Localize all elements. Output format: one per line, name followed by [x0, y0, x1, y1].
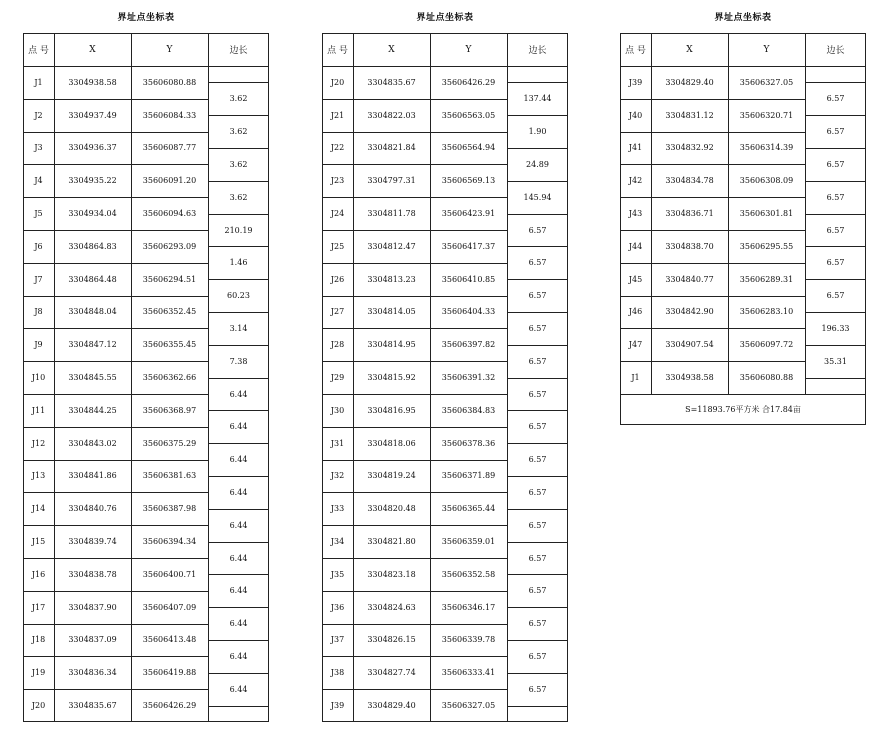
x-coordinate-cell: 3304845.55 [68, 373, 117, 383]
edge-divider [507, 476, 568, 477]
x-coordinate-cell: 3304819.24 [367, 471, 416, 481]
edge-length-cell: 6.57 [528, 488, 547, 498]
edge-divider [507, 378, 568, 379]
point-id-cell: J44 [628, 241, 643, 251]
edge-length-cell: 3.62 [229, 127, 248, 137]
point-id-cell: J24 [330, 209, 345, 219]
x-coordinate-cell: 3304848.04 [68, 307, 117, 317]
y-coordinate-cell: 35606381.63 [142, 471, 197, 481]
x-coordinate-cell: 3304829.40 [665, 77, 714, 87]
edge-length-cell: 60.23 [227, 291, 250, 301]
y-coordinate-cell: 35606371.89 [441, 471, 496, 481]
edge-divider [507, 673, 568, 674]
point-id-cell: J38 [330, 668, 345, 678]
y-coordinate-cell: 35606352.45 [142, 307, 197, 317]
edge-length-cell: 6.44 [229, 586, 248, 596]
y-coordinate-cell: 35606295.55 [739, 241, 794, 251]
x-coordinate-cell: 3304842.90 [665, 307, 714, 317]
x-coordinate-cell: 3304818.06 [367, 438, 416, 448]
edge-length-cell: 1.46 [229, 258, 248, 268]
edge-length-cell: 6.44 [229, 422, 248, 432]
y-coordinate-cell: 35606308.09 [739, 176, 794, 186]
x-coordinate-cell: 3304822.03 [367, 110, 416, 120]
edge-divider [507, 574, 568, 575]
y-coordinate-cell: 35606419.88 [142, 668, 197, 678]
point-id-cell: J36 [330, 602, 345, 612]
point-id-cell: J31 [330, 438, 345, 448]
x-coordinate-cell: 3304935.22 [68, 176, 117, 186]
x-coordinate-cell: 3304843.02 [68, 438, 117, 448]
edge-length-cell: 6.57 [528, 226, 547, 236]
point-id-cell: J4 [34, 176, 43, 186]
point-id-cell: J16 [31, 569, 46, 579]
point-id-cell: J3 [34, 143, 43, 153]
table-title: 界址点坐标表 [416, 13, 474, 23]
edge-divider [507, 509, 568, 510]
y-coordinate-cell: 35606378.36 [441, 438, 496, 448]
y-coordinate-cell: 35606400.71 [142, 569, 197, 579]
header-y: Y [166, 44, 173, 55]
edge-divider [805, 345, 866, 346]
edge-divider [208, 82, 269, 83]
y-coordinate-cell: 35606084.33 [142, 110, 197, 120]
header-point-no: 点 号 [327, 46, 348, 56]
edge-length-cell: 6.44 [229, 652, 248, 662]
edge-length-cell: 6.57 [528, 619, 547, 629]
y-coordinate-cell: 35606314.39 [739, 143, 794, 153]
edge-length-cell: 6.44 [229, 685, 248, 695]
edge-divider [208, 279, 269, 280]
point-id-cell: J19 [31, 668, 46, 678]
y-coordinate-cell: 35606365.44 [441, 504, 496, 514]
x-coordinate-cell: 3304864.83 [68, 241, 117, 251]
y-coordinate-cell: 35606397.82 [441, 340, 496, 350]
edge-divider [208, 410, 269, 411]
point-id-cell: J1 [631, 373, 640, 383]
edge-divider [507, 542, 568, 543]
x-coordinate-cell: 3304821.84 [367, 143, 416, 153]
x-coordinate-cell: 3304836.71 [665, 209, 714, 219]
edge-divider [507, 410, 568, 411]
edge-length-cell: 6.57 [528, 521, 547, 531]
y-coordinate-cell: 35606413.48 [142, 635, 197, 645]
y-coordinate-cell: 35606426.29 [142, 701, 197, 711]
y-coordinate-cell: 35606352.58 [441, 569, 496, 579]
y-coordinate-cell: 35606407.09 [142, 602, 197, 612]
header-y: Y [763, 44, 770, 55]
y-coordinate-cell: 35606423.91 [441, 209, 496, 219]
y-coordinate-cell: 35606564.94 [441, 143, 496, 153]
edge-divider [208, 706, 269, 707]
edge-divider [208, 574, 269, 575]
point-id-cell: J6 [34, 241, 43, 251]
edge-divider [805, 378, 866, 379]
header-point-no: 点 号 [625, 46, 646, 56]
y-coordinate-cell: 35606091.20 [142, 176, 197, 186]
edge-divider [805, 214, 866, 215]
y-coordinate-cell: 35606094.63 [142, 209, 197, 219]
point-id-cell: J28 [330, 340, 345, 350]
edge-length-cell: 210.19 [224, 226, 253, 236]
edge-divider [507, 115, 568, 116]
point-id-cell: J32 [330, 471, 345, 481]
edge-length-cell: 6.44 [229, 521, 248, 531]
edge-length-cell: 6.57 [528, 652, 547, 662]
x-coordinate-cell: 3304864.48 [68, 274, 117, 284]
edge-divider [208, 443, 269, 444]
edge-divider [507, 82, 568, 83]
edge-length-cell: 6.44 [229, 619, 248, 629]
point-id-cell: J12 [31, 438, 46, 448]
edge-divider [208, 246, 269, 247]
edge-length-cell: 6.57 [826, 291, 845, 301]
point-id-cell: J40 [628, 110, 643, 120]
header-x: X [89, 44, 96, 55]
edge-divider [507, 607, 568, 608]
y-coordinate-cell: 35606410.85 [441, 274, 496, 284]
x-coordinate-cell: 3304937.49 [68, 110, 117, 120]
y-coordinate-cell: 35606283.10 [739, 307, 794, 317]
edge-divider [805, 279, 866, 280]
point-id-cell: J46 [628, 307, 643, 317]
edge-divider [507, 148, 568, 149]
x-coordinate-cell: 3304816.95 [367, 405, 416, 415]
point-id-cell: J33 [330, 504, 345, 514]
point-id-cell: J43 [628, 209, 643, 219]
edge-divider [208, 115, 269, 116]
y-coordinate-cell: 35606301.81 [739, 209, 794, 219]
x-coordinate-cell: 3304829.40 [367, 701, 416, 711]
x-coordinate-cell: 3304826.15 [367, 635, 416, 645]
y-coordinate-cell: 35606362.66 [142, 373, 197, 383]
x-coordinate-cell: 3304797.31 [367, 176, 416, 186]
edge-length-cell: 6.57 [528, 258, 547, 268]
edge-divider [208, 345, 269, 346]
y-coordinate-cell: 35606355.45 [142, 340, 197, 350]
point-id-cell: J13 [31, 471, 46, 481]
x-coordinate-cell: 3304834.78 [665, 176, 714, 186]
x-coordinate-cell: 3304814.05 [367, 307, 416, 317]
y-coordinate-cell: 35606327.05 [739, 77, 794, 87]
edge-length-cell: 6.44 [229, 554, 248, 564]
edge-divider [208, 476, 269, 477]
edge-divider [208, 509, 269, 510]
edge-length-cell: 6.57 [528, 422, 547, 432]
x-coordinate-cell: 3304831.12 [665, 110, 714, 120]
point-id-cell: J20 [330, 77, 345, 87]
edge-divider [208, 640, 269, 641]
table-title: 界址点坐标表 [117, 13, 175, 23]
y-coordinate-cell: 35606417.37 [441, 241, 496, 251]
edge-length-cell: 3.14 [229, 324, 248, 334]
edge-divider [507, 640, 568, 641]
point-id-cell: J39 [628, 77, 643, 87]
coordinate-table [23, 13, 269, 722]
point-id-cell: J41 [628, 143, 643, 153]
x-coordinate-cell: 3304814.95 [367, 340, 416, 350]
x-coordinate-cell: 3304827.74 [367, 668, 416, 678]
point-id-cell: J17 [31, 602, 46, 612]
header-point-no: 点 号 [28, 46, 49, 56]
point-id-cell: J18 [31, 635, 46, 645]
y-coordinate-cell: 35606359.01 [441, 537, 496, 547]
point-id-cell: J30 [330, 405, 345, 415]
edge-divider [208, 312, 269, 313]
edge-length-cell: 6.57 [528, 685, 547, 695]
point-id-cell: J29 [330, 373, 345, 383]
edge-divider [805, 148, 866, 149]
edge-length-cell: 6.57 [826, 193, 845, 203]
edge-length-cell: 6.57 [826, 258, 845, 268]
y-coordinate-cell: 35606563.05 [441, 110, 496, 120]
point-id-cell: J37 [330, 635, 345, 645]
edge-divider [507, 279, 568, 280]
x-coordinate-cell: 3304907.54 [665, 340, 714, 350]
edge-length-cell: 6.57 [528, 554, 547, 564]
x-coordinate-cell: 3304838.78 [68, 569, 117, 579]
y-coordinate-cell: 35606384.83 [441, 405, 496, 415]
edge-length-cell: 6.57 [826, 160, 845, 170]
edge-divider [507, 214, 568, 215]
point-id-cell: J9 [34, 340, 43, 350]
y-coordinate-cell: 35606080.88 [739, 373, 794, 383]
edge-length-cell: 6.57 [826, 127, 845, 137]
edge-divider [507, 246, 568, 247]
x-coordinate-cell: 3304821.80 [367, 537, 416, 547]
point-id-cell: J27 [330, 307, 345, 317]
x-coordinate-cell: 3304837.90 [68, 602, 117, 612]
point-id-cell: J21 [330, 110, 345, 120]
edge-divider [208, 214, 269, 215]
edge-divider [208, 673, 269, 674]
edge-divider [805, 246, 866, 247]
area-summary: S=11893.76平方米 合17.84亩 [685, 405, 801, 414]
x-coordinate-cell: 3304839.74 [68, 537, 117, 547]
y-coordinate-cell: 35606426.29 [441, 77, 496, 87]
y-coordinate-cell: 35606294.51 [142, 274, 197, 284]
edge-divider [507, 181, 568, 182]
x-coordinate-cell: 3304823.18 [367, 569, 416, 579]
edge-length-cell: 6.44 [229, 390, 248, 400]
edge-divider [208, 181, 269, 182]
point-id-cell: J23 [330, 176, 345, 186]
x-coordinate-cell: 3304936.37 [68, 143, 117, 153]
x-coordinate-cell: 3304938.58 [68, 77, 117, 87]
y-coordinate-cell: 35606375.29 [142, 438, 197, 448]
edge-length-cell: 3.62 [229, 160, 248, 170]
point-id-cell: J26 [330, 274, 345, 284]
point-id-cell: J22 [330, 143, 345, 153]
point-id-cell: J11 [31, 405, 46, 415]
y-coordinate-cell: 35606339.78 [441, 635, 496, 645]
edge-divider [507, 443, 568, 444]
y-coordinate-cell: 35606333.41 [441, 668, 496, 678]
coordinate-table [620, 13, 866, 425]
x-coordinate-cell: 3304812.47 [367, 241, 416, 251]
point-id-cell: J39 [330, 701, 345, 711]
edge-length-cell: 6.57 [528, 291, 547, 301]
edge-divider [805, 82, 866, 83]
point-id-cell: J20 [31, 701, 46, 711]
x-coordinate-cell: 3304813.23 [367, 274, 416, 284]
x-coordinate-cell: 3304840.77 [665, 274, 714, 284]
x-coordinate-cell: 3304938.58 [665, 373, 714, 383]
edge-length-cell: 6.57 [528, 324, 547, 334]
table-title: 界址点坐标表 [714, 13, 772, 23]
edge-divider [507, 706, 568, 707]
edge-length-cell: 6.57 [528, 586, 547, 596]
point-id-cell: J25 [330, 241, 345, 251]
edge-length-cell: 7.38 [229, 357, 248, 367]
point-id-cell: J42 [628, 176, 643, 186]
y-coordinate-cell: 35606346.17 [441, 602, 496, 612]
y-coordinate-cell: 35606097.72 [739, 340, 794, 350]
point-id-cell: J7 [34, 274, 43, 284]
x-coordinate-cell: 3304815.92 [367, 373, 416, 383]
y-coordinate-cell: 35606080.88 [142, 77, 197, 87]
y-coordinate-cell: 35606289.31 [739, 274, 794, 284]
edge-divider [208, 542, 269, 543]
x-coordinate-cell: 3304832.92 [665, 143, 714, 153]
y-coordinate-cell: 35606327.05 [441, 701, 496, 711]
edge-length-cell: 3.62 [229, 94, 248, 104]
x-coordinate-cell: 3304835.67 [367, 77, 416, 87]
x-coordinate-cell: 3304824.63 [367, 602, 416, 612]
y-coordinate-cell: 35606320.71 [739, 110, 794, 120]
point-id-cell: J8 [34, 307, 43, 317]
point-id-cell: J34 [330, 537, 345, 547]
edge-divider [805, 115, 866, 116]
header-edge-length: 边长 [229, 46, 248, 56]
x-coordinate-cell: 3304934.04 [68, 209, 117, 219]
x-coordinate-cell: 3304844.25 [68, 405, 117, 415]
edge-length-cell: 6.44 [229, 455, 248, 465]
edge-divider [208, 378, 269, 379]
y-coordinate-cell: 35606293.09 [142, 241, 197, 251]
x-coordinate-cell: 3304838.70 [665, 241, 714, 251]
point-id-cell: J35 [330, 569, 345, 579]
edge-divider [507, 312, 568, 313]
y-coordinate-cell: 35606087.77 [142, 143, 197, 153]
y-coordinate-cell: 35606569.13 [441, 176, 496, 186]
edge-divider [208, 148, 269, 149]
point-id-cell: J47 [628, 340, 643, 350]
point-id-cell: J14 [31, 504, 46, 514]
point-id-cell: J45 [628, 274, 643, 284]
x-coordinate-cell: 3304840.76 [68, 504, 117, 514]
edge-length-cell: 6.57 [528, 455, 547, 465]
edge-length-cell: 35.31 [824, 357, 847, 367]
edge-length-cell: 24.89 [526, 160, 549, 170]
x-coordinate-cell: 3304847.12 [68, 340, 117, 350]
point-id-cell: J1 [34, 77, 43, 87]
point-id-cell: J15 [31, 537, 46, 547]
edge-length-cell: 145.94 [523, 193, 552, 203]
x-coordinate-cell: 3304836.34 [68, 668, 117, 678]
header-edge-length: 边长 [826, 46, 845, 56]
x-coordinate-cell: 3304820.48 [367, 504, 416, 514]
edge-divider [208, 607, 269, 608]
header-x: X [388, 44, 395, 55]
x-coordinate-cell: 3304811.78 [367, 209, 416, 219]
y-coordinate-cell: 35606387.98 [142, 504, 197, 514]
edge-length-cell: 6.57 [528, 390, 547, 400]
edge-length-cell: 1.90 [528, 127, 547, 137]
header-edge-length: 边长 [528, 46, 547, 56]
point-id-cell: J10 [31, 373, 46, 383]
edge-divider [805, 312, 866, 313]
x-coordinate-cell: 3304835.67 [68, 701, 117, 711]
edge-length-cell: 6.57 [826, 226, 845, 236]
x-coordinate-cell: 3304841.86 [68, 471, 117, 481]
x-coordinate-cell: 3304837.09 [68, 635, 117, 645]
edge-length-cell: 6.57 [528, 357, 547, 367]
edge-length-cell: 6.44 [229, 488, 248, 498]
coordinate-table [322, 13, 568, 722]
header-y: Y [465, 44, 472, 55]
y-coordinate-cell: 35606368.97 [142, 405, 197, 415]
y-coordinate-cell: 35606391.32 [441, 373, 496, 383]
edge-length-cell: 6.57 [826, 94, 845, 104]
edge-divider [507, 345, 568, 346]
y-coordinate-cell: 35606394.34 [142, 537, 197, 547]
edge-divider [805, 181, 866, 182]
point-id-cell: J5 [34, 209, 43, 219]
edge-length-cell: 137.44 [523, 94, 552, 104]
y-coordinate-cell: 35606404.33 [441, 307, 496, 317]
point-id-cell: J2 [34, 110, 43, 120]
header-x: X [686, 44, 693, 55]
edge-length-cell: 3.62 [229, 193, 248, 203]
edge-length-cell: 196.33 [821, 324, 850, 334]
